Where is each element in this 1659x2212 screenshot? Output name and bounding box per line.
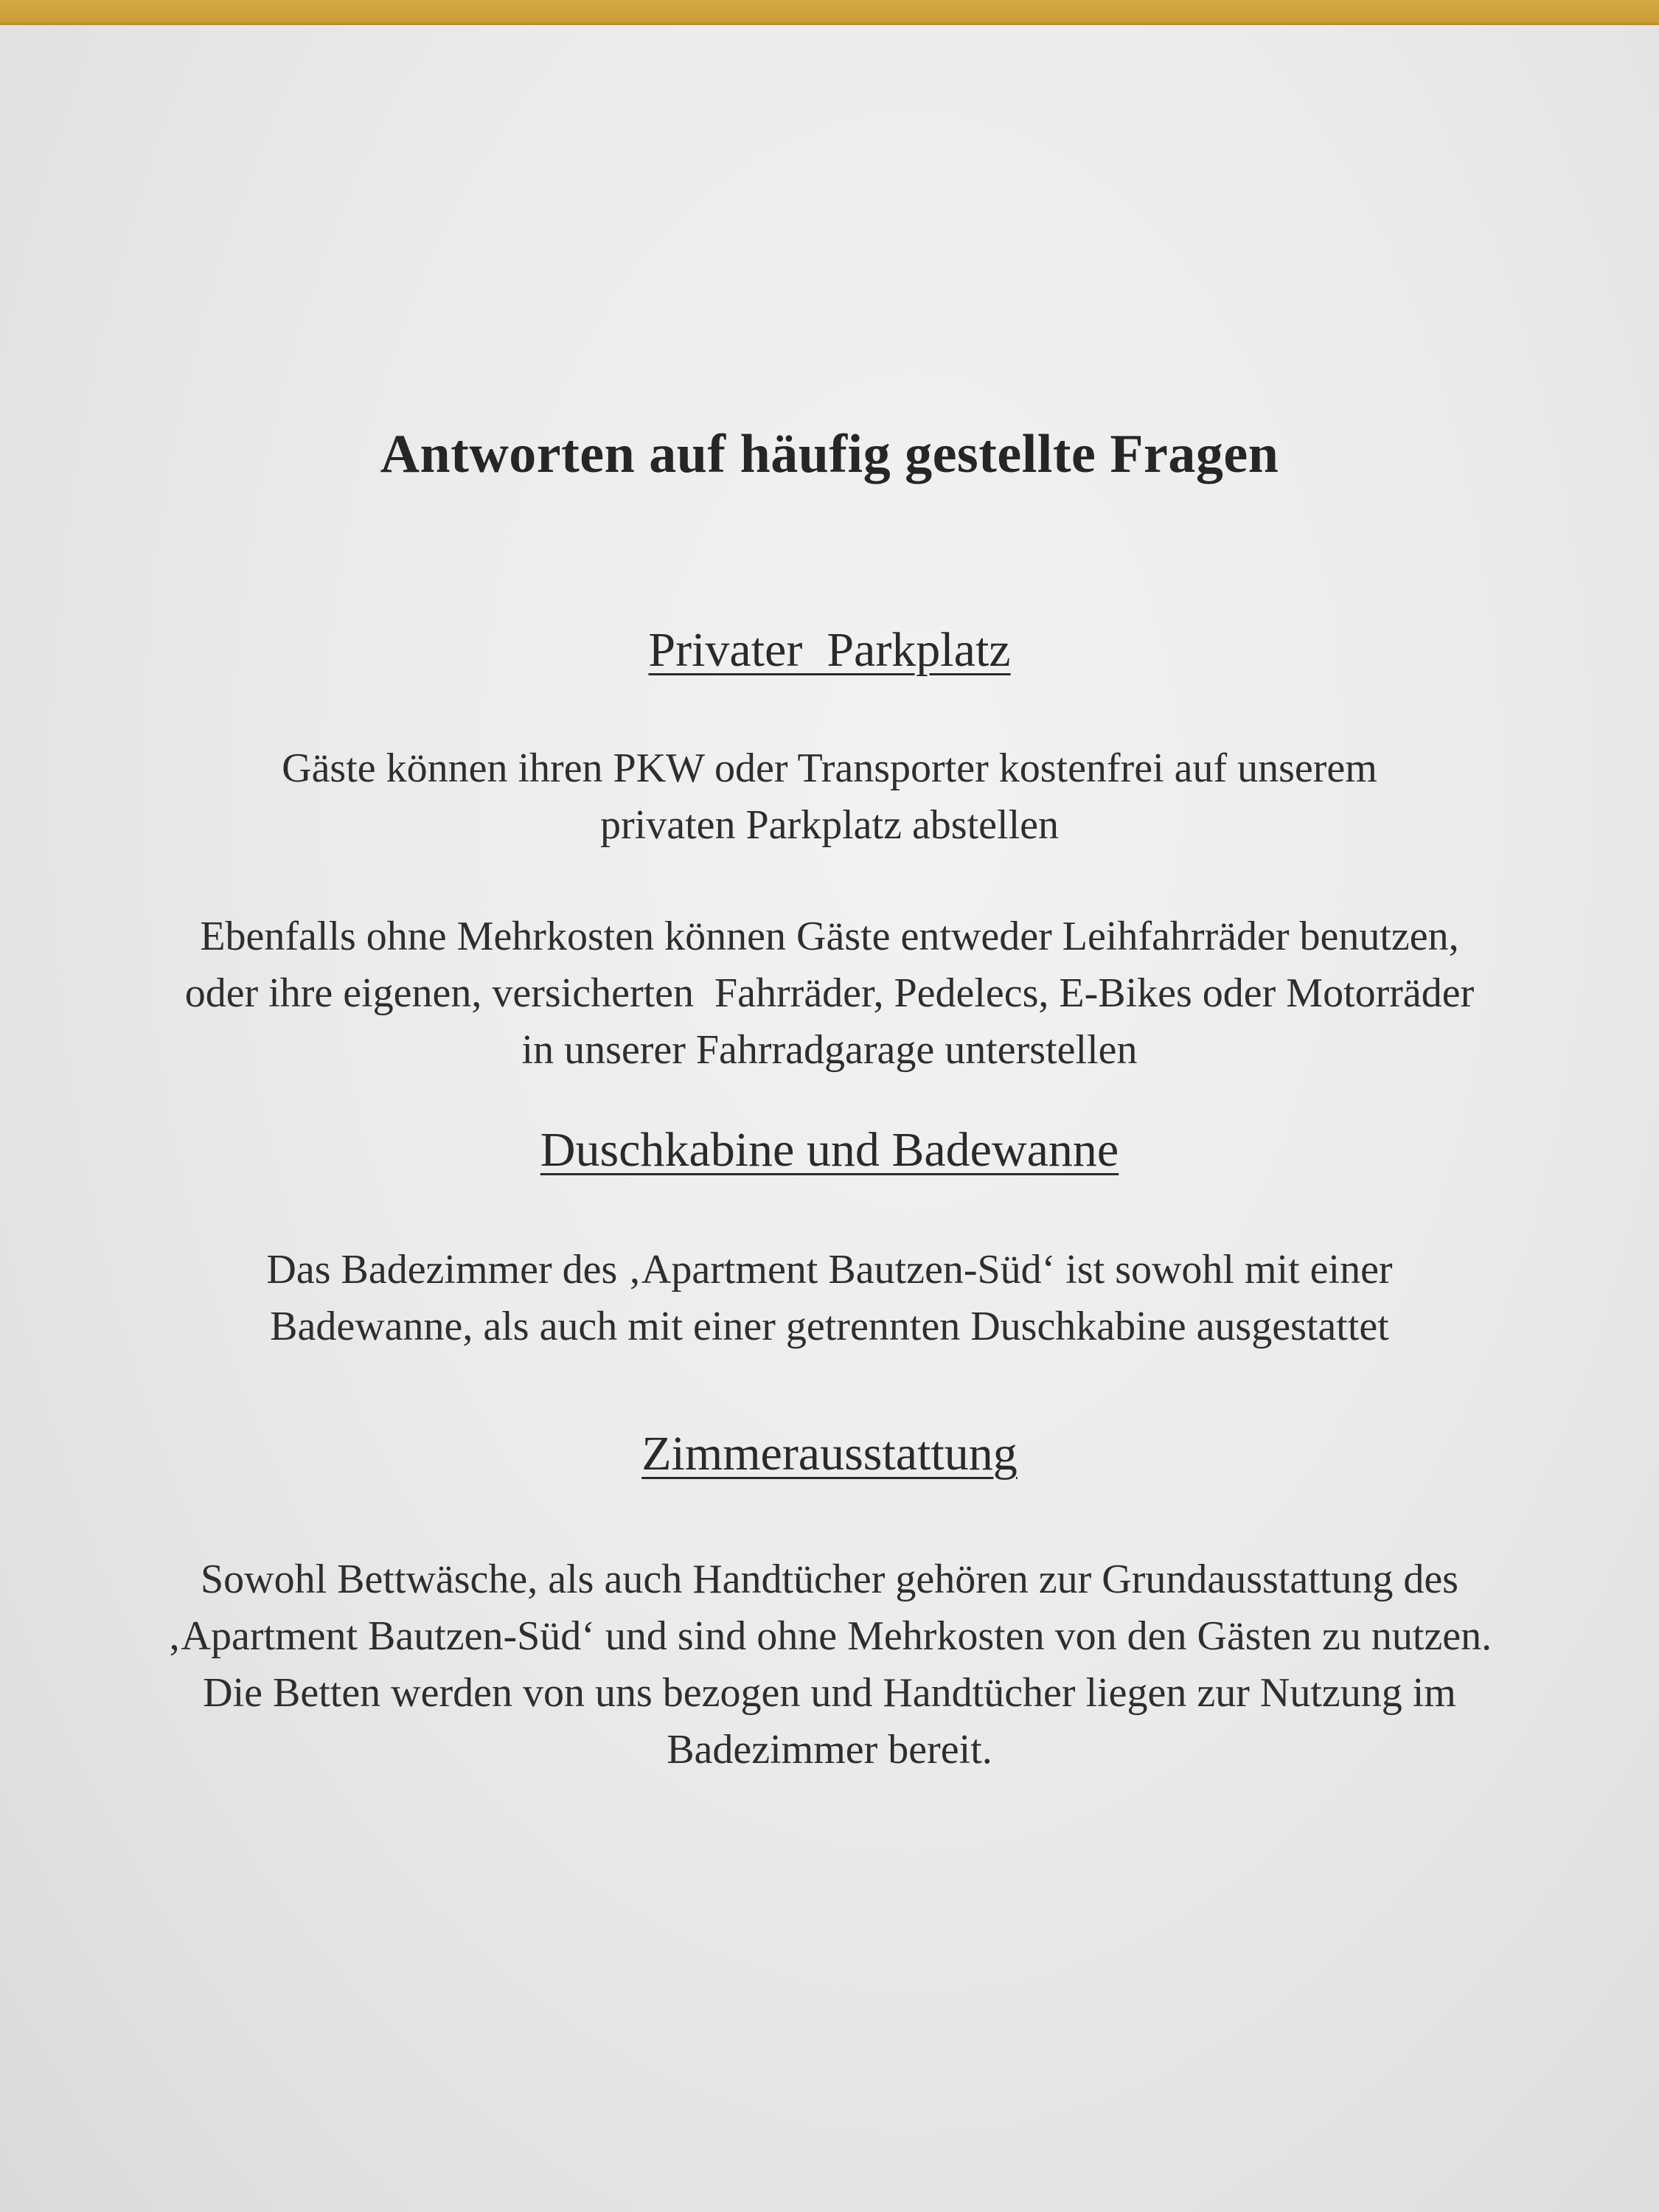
paragraph-zimmerausstattung [0,1551,1659,1778]
text-line: oder ihre eigenen, versicherten Fahrräder, Pedelecs, E-Bikes oder Motorräder [184,970,1475,1016]
text-line: Sowohl Bettwäsche, als auch Handtücher gehören zur Grundausstattung des [201,1557,1458,1602]
paragraph-badezimmer [0,1242,1659,1355]
text-line: Gäste können ihren PKW oder Transporter kostenfrei auf unserem [282,745,1377,791]
text-line: ‚Apartment Bautzen-Süd‘ und sind ohne Mehrkosten von den Gästen zu nutzen. [167,1613,1492,1659]
document-title: Antworten auf häufig gestellte Fragen [380,424,1279,484]
paragraph-parkplatz-pkw [0,740,1659,854]
section-heading-zimmerausstattung: Zimmerausstattung [641,1427,1018,1481]
section-heading-duschkabine: Duschkabine und Badewanne [540,1123,1119,1177]
text-line: Das Badezimmer des ‚Apartment Bautzen-Süd‘ ist sowohl mit einer [266,1247,1393,1293]
text-line: Badezimmer bereit. [667,1727,992,1773]
text-line: privaten Parkplatz abstellen [600,802,1059,848]
text-line: in unserer Fahrradgarage unterstellen [521,1027,1138,1073]
text-line: Ebenfalls ohne Mehrkosten können Gäste entweder Leihfahrräder benutzen, [200,914,1459,959]
paper-sheet [0,25,1659,2212]
text-line: Die Betten werden von uns bezogen und Handtücher liegen zur Nutzung im [203,1670,1456,1716]
section-heading-parkplatz: Privater Parkplatz [648,623,1011,677]
paragraph-parkplatz-fahrraeder [0,908,1659,1079]
text-line: Badewanne, als auch mit einer getrennten Duschkabine ausgestattet [270,1304,1389,1349]
